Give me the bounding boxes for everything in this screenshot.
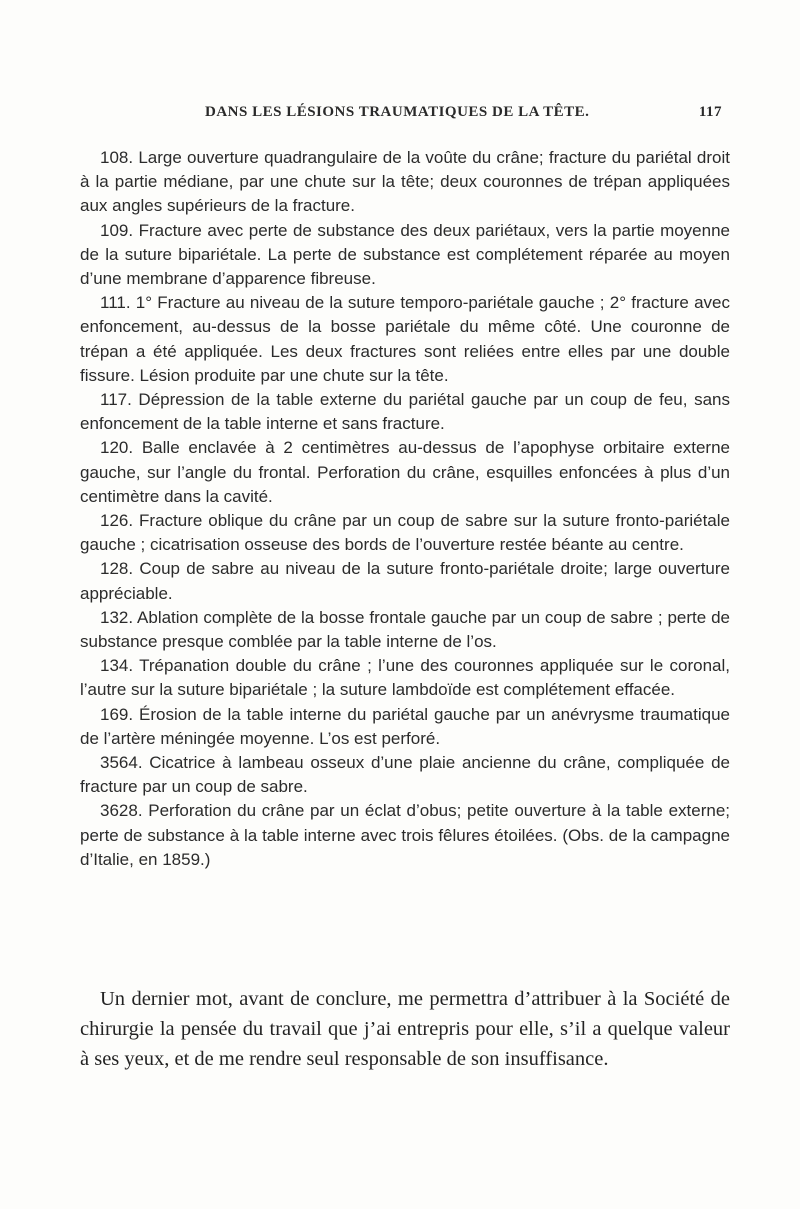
running-title: DANS LES LÉSIONS TRAUMATIQUES DE LA TÊTE.	[205, 104, 590, 120]
entry-126: 126. Fracture oblique du crâne par un coup de sabre sur la suture fronto-pariétale gauche ; cicatrisation osseuse des bords de l’ouverture restée béante au centre.	[80, 511, 730, 555]
entry-134: 134. Trépanation double du crâne ; l’une des couronnes appliquée sur le coronal, l’autre sur la suture bipariétale ; la suture lambdoïde est complétement effacée.	[80, 656, 730, 700]
entry-3628: 3628. Perforation du crâne par un éclat d’obus; petite ouverture à la table externe; perte de substance à la table interne avec trois fêlures étoilées. (Obs. de la campagne d’Italie, en 1859.)	[80, 801, 730, 869]
page-header	[80, 104, 730, 128]
entry-108: 108. Large ouverture quadrangulaire de la voûte du crâne; fracture du pariétal droit à la partie médiane, par une chute sur la tête; deux couronnes de trépan appliquées aux angles supérieurs de la fracture.	[80, 148, 730, 216]
entry-169: 169. Érosion de la table interne du pariétal gauche par un anévrysme traumatique de l’artère méningée moyenne. L’os est perforé.	[80, 704, 730, 748]
entry-132: 132. Ablation complète de la bosse frontale gauche par un coup de sabre ; perte de substance presque comblée par la table interne de l’os.	[80, 607, 730, 652]
entry-128: 128. Coup de sabre au niveau de la suture fronto-pariétale droite; large ouverture appréciable.	[80, 559, 730, 603]
specimen-list	[80, 146, 730, 872]
entry-109: 109. Fracture avec perte de substance des deux pariétaux, vers la partie moyenne de la suture bipariétale. La perte de substance est complétement réparée au moyen d’une membrane d’apparence fibreuse.	[80, 220, 730, 289]
entry-117: 117. Dépression de la table externe du pariétal gauche par un coup de feu, sans enfoncement de la table interne et sans fracture.	[80, 390, 730, 434]
page-number: 117	[698, 104, 722, 120]
conclusion-paragraph: Un dernier mot, avant de conclure, me permettra d’attribuer à la Société de chirurgie la pensée du travail que j’ai entrepris pour elle, s’il a quelque valeur à ses yeux, et de me rendre seul responsable de son insuffisance.	[80, 988, 730, 1070]
entry-3564: 3564. Cicatrice à lambeau osseux d’une plaie ancienne du crâne, compliquée de fracture par un coup de sabre.	[80, 753, 730, 797]
entry-111: 111. 1° Fracture au niveau de la suture temporo-pariétale gauche ; 2° fracture avec enfoncement, au-dessus de la bosse pariétale du même côté. Une couronne de trépan a été appliquée. Les deux fractures sont reliées entre elles par une double fissure. Lésion produite par une chute sur la tête.	[80, 293, 730, 385]
entry-120: 120. Balle enclavée à 2 centimètres au-dessus de l’apophyse orbitaire externe gauche, sur l’angle du frontal. Perforation du crâne, esquilles enfoncées à plus d’un centimètre dans la cavité.	[80, 438, 730, 506]
